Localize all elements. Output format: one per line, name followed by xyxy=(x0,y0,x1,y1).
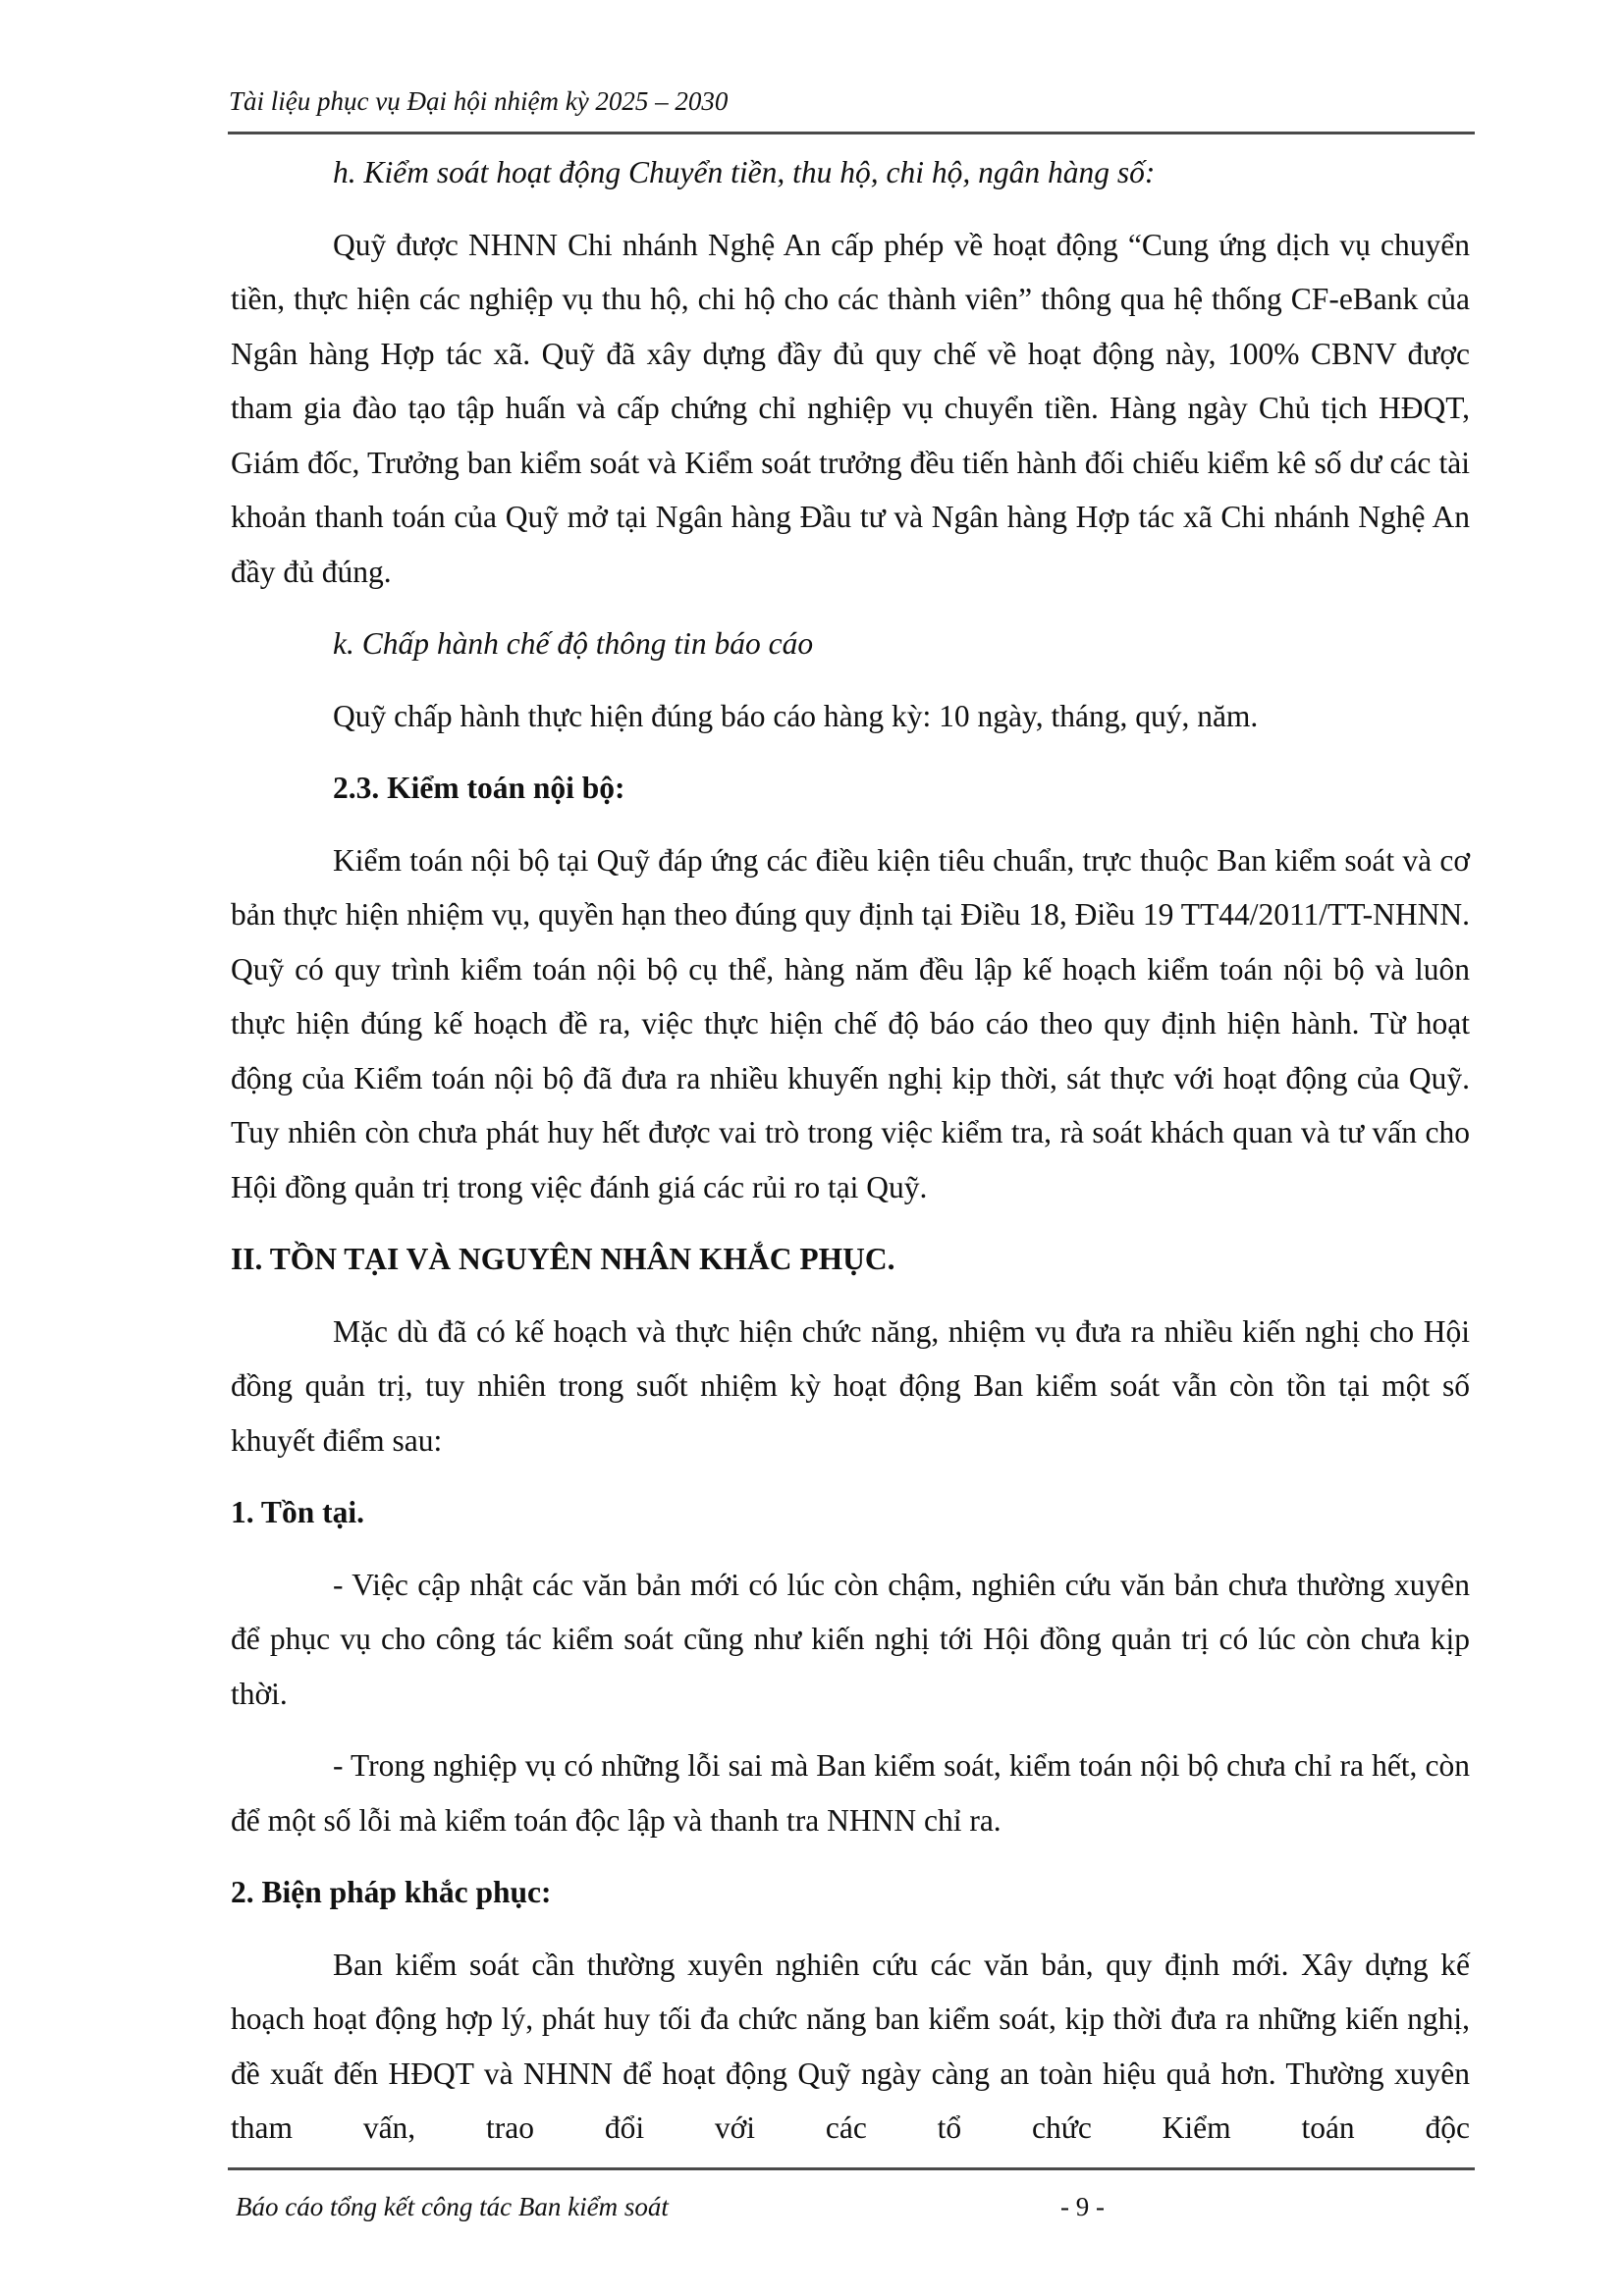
section-k-paragraph: Quỹ chấp hành thực hiện đúng báo cáo hàng kỳ: 10 ngày, tháng, quý, năm. xyxy=(333,698,1259,733)
section-1-heading: 1. Tồn tại. xyxy=(231,1495,364,1529)
section-II-paragraph: Mặc dù đã có kế hoạch và thực hiện chức năng, nhiệm vụ đưa ra nhiều kiến nghị cho Hội đồng quản trị, tuy nhiên trong suốt nhiệm kỳ hoạt động Ban kiểm soát vẫn còn tồn tại một số khuyết điểm sau: xyxy=(231,1313,1470,1458)
running-footer: Báo cáo tổng kết công tác Ban kiểm soát xyxy=(236,2192,669,2221)
section-2-heading: 2. Biện pháp khắc phục: xyxy=(231,1875,552,1909)
footer-divider xyxy=(228,2167,1475,2170)
section-h-paragraph: Quỹ được NHNN Chi nhánh Nghệ An cấp phép về hoạt động “Cung ứng dịch vụ chuyển tiền, thực hiện các nghiệp vụ thu hộ, chi hộ cho các thành viên” thông qua hệ thống CF-eBank của Ngân hàng Hợp tác xã. Quỹ đã xây dựng đầy đủ quy chế về hoạt động này, 100% CBNV được tham gia đào tạo tập huấn và cấp chứng chỉ nghiệp vụ chuyển tiền. Hàng ngày Chủ tịch HĐQT, Giám đốc, Trưởng ban kiểm soát và Kiểm soát trưởng đều tiến hành đối chiếu kiểm kê số dư các tài khoản thanh toán của Quỹ mở tại Ngân hàng Đầu tư và Ngân hàng Hợp tác xã Chi nhánh Nghệ An đầy đủ đúng. xyxy=(231,227,1470,589)
section-h-title: h. Kiểm soát hoạt động Chuyển tiền, thu hộ, chi hộ, ngân hàng số: xyxy=(333,155,1156,189)
running-header: Tài liệu phục vụ Đại hội nhiệm kỳ 2025 – 2030 xyxy=(229,86,729,116)
section-2-3-heading: 2.3. Kiểm toán nội bộ: xyxy=(333,771,625,805)
header-divider xyxy=(228,132,1475,134)
page-number: - 9 - xyxy=(1060,2192,1105,2221)
section-k-title: k. Chấp hành chế độ thông tin báo cáo xyxy=(333,626,814,661)
list-item: - Việc cập nhật các văn bản mới có lúc còn chậm, nghiên cứu văn bản chưa thường xuyên để phục vụ cho công tác kiểm soát cũng như kiến nghị tới Hội đồng quản trị có lúc còn chưa kịp thời. xyxy=(231,1567,1470,1711)
list-item: - Trong nghiệp vụ có những lỗi sai mà Ban kiểm soát, kiểm toán nội bộ chưa chỉ ra hết, còn để một số lỗi mà kiểm toán độc lập và thanh tra NHNN chỉ ra. xyxy=(231,1748,1470,1838)
page-content xyxy=(231,145,1470,2156)
section-II-heading: II. TỒN TẠI VÀ NGUYÊN NHÂN KHẮC PHỤC. xyxy=(231,1242,895,1276)
section-2-3-paragraph: Kiểm toán nội bộ tại Quỹ đáp ứng các điều kiện tiêu chuẩn, trực thuộc Ban kiểm soát và cơ bản thực hiện nhiệm vụ, quyền hạn theo đúng quy định tại Điều 18, Điều 19 TT44/2011/TT-NHNN. Quỹ có quy trình kiểm toán nội bộ cụ thể, hàng năm đều lập kế hoạch kiểm toán nội bộ và luôn thực hiện đúng kế hoạch đề ra, việc thực hiện chế độ báo cáo theo quy định hiện hành. Từ hoạt động của Kiểm toán nội bộ đã đưa ra nhiều khuyến nghị kịp thời, sát thực với hoạt động của Quỹ. Tuy nhiên còn chưa phát huy hết được vai trò trong việc kiểm tra, rà soát khách quan và tư vấn cho Hội đồng quản trị trong việc đánh giá các rủi ro tại Quỹ. xyxy=(231,842,1470,1204)
section-2-paragraph: Ban kiểm soát cần thường xuyên nghiên cứu các văn bản, quy định mới. Xây dựng kế hoạch hoạt động hợp lý, phát huy tối đa chức năng ban kiểm soát, kịp thời đưa ra những kiến nghị, đề xuất đến HĐQT và NHNN để hoạt động Quỹ ngày càng an toàn hiệu quả hơn. Thường xuyên tham vấn, trao đổi với các tổ chức Kiểm toán độc xyxy=(231,1947,1470,2145)
